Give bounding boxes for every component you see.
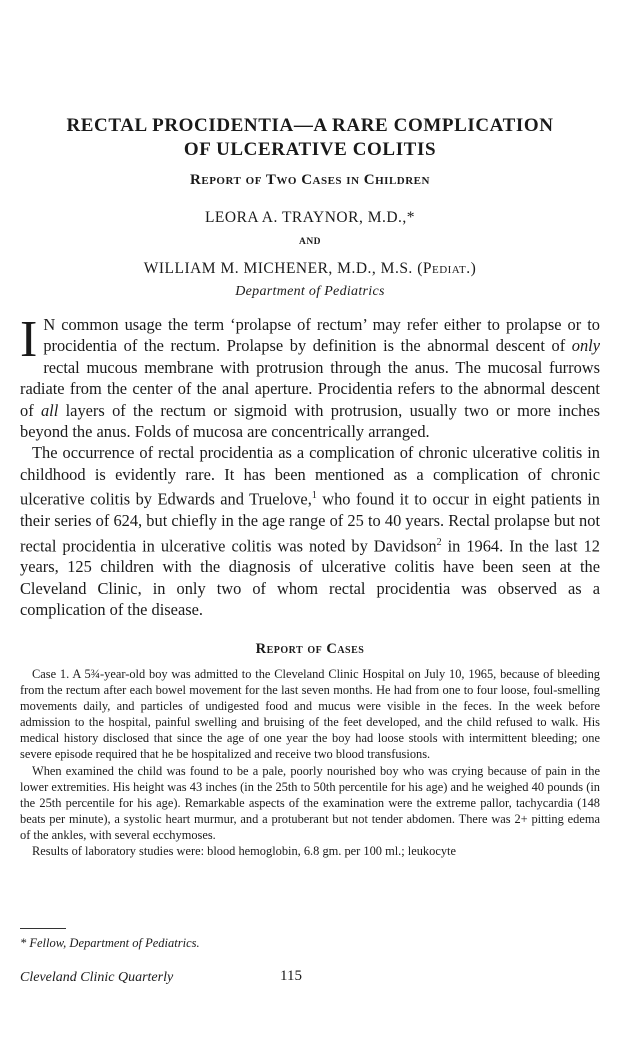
reference-1: 1 [311, 490, 317, 502]
section-heading: Report of Cases [255, 641, 365, 657]
department: Department of Pediatrics [235, 284, 385, 299]
drop-cap: I [20, 311, 38, 368]
introduction [20, 311, 600, 621]
case-1-paragraph-2: When examined the child was found to be a pale, poorly nourished boy who was crying because of pain in the lower extremities. His height was 43 inches (in the 25th to 50th percentile for his age) and he weighed 40 pounds (in the 25th percentile for his age). Remarkable aspects of the examination were the extreme pallor, tachycardia (148 beats per minute), a systolic heart murmur, and a protuberant but not tender abdomen. There was 2+ pitting edema of the ankles, with several ecchymoses. [20, 763, 600, 842]
reference-2: 2 [436, 536, 442, 548]
page-number: 115 [280, 968, 302, 984]
case-1-paragraph-1: Case 1. A 5¾-year-old boy was admitted to the Cleveland Clinic Hospital on July 10, 1965, because of bleeding from the rectum after each bowel movement for the last seven months. He had from one to four loose, foul-smelling movements daily, and particles of undigested food and mucus were visible in the feces. In the week before admission to the hospital, painful swelling and bruising of the feet developed, and the child refused to walk. His medical history disclosed that since the age of one year the boy had loose stools with intermittent bleeding; one severe episode required that he be hospitalized and receive two blood transfusions. [20, 667, 600, 762]
article-subtitle: Report of Two Cases in Children [190, 172, 430, 188]
author-conjunction: AND [298, 237, 322, 247]
article-title-line-2: OF ULCERATIVE COLITIS [183, 139, 437, 160]
article-title-line-1: RECTAL PROCIDENTIA—A RARE COMPLICATION [66, 115, 554, 136]
case-1-report [20, 666, 600, 859]
author-2 [30, 260, 590, 278]
author-2-degree: (Pediat.) [417, 260, 477, 277]
intro-paragraph-1: I N common usage the term ‘prolapse of rectum’ may refer either to prolapse or to procidentia of the rectum. Prolapse by definition is the abnormal descent of only rectal mucous membrane with protrusion through the anus. The mucosal furrows radiate from the center of the anal aperture. Procidentia refers to the abnormal descent of all layers of the rectum or sigmoid with protrusion, usually two or more inches beyond the anus. Folds of mucosa are concentrically arranged. [20, 311, 600, 442]
author-1: LEORA A. TRAYNOR, M.D.,* [204, 209, 416, 226]
footnote: * Fellow, Department of Pediatrics. [20, 936, 200, 950]
journal-name: Cleveland Clinic Quarterly [20, 970, 174, 985]
author-2-name: WILLIAM M. MICHENER, M.D., M.S. [143, 260, 418, 277]
intro-paragraph-2: The occurrence of rectal procidentia as a complication of chronic ulcerative colitis in childhood is evidently rare. It has been mentioned as a complication of chronic ulcerative colitis by Edwards and Truelove,$^1$ who found it to occur in eight patients in their series of 624, but chiefly in the age range of 25 to 40 years. Rectal prolapse but not rectal procidentia in ulcerative colitis was noted by Davidson$^2$ in 1964. In the last 12 years, 125 children with the diagnosis of ulcerative colitis have been seen at the Cleveland Clinic, in only two of whom rectal procidentia was observed as a complication of the disease. [20, 443, 600, 620]
case-1-paragraph-3: Results of laboratory studies were: blood hemoglobin, 6.8 gm. per 100 ml.; leukocyte [32, 844, 456, 859]
footnote-rule [20, 928, 66, 929]
